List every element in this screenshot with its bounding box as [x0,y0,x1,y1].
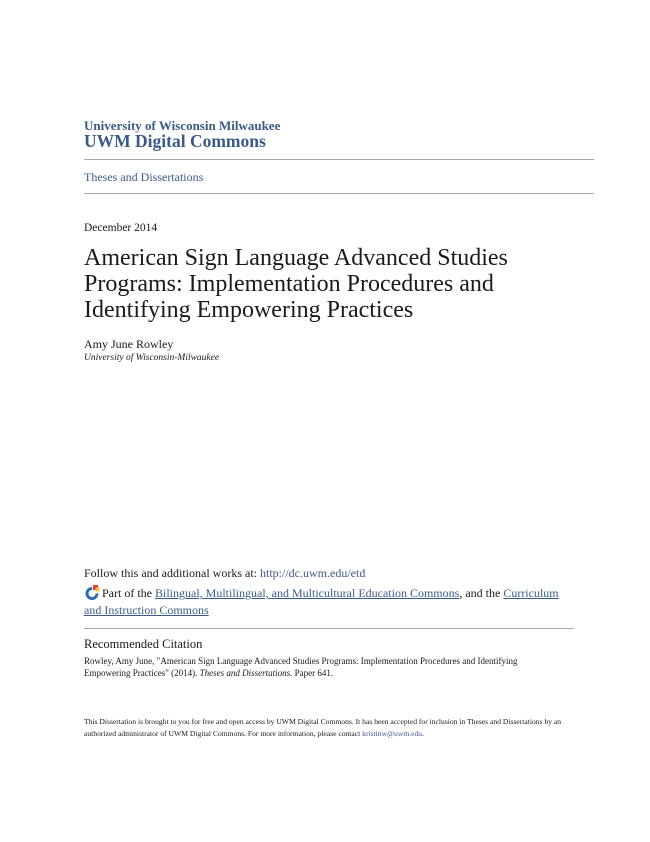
citation-text [84,655,564,679]
notice-end: . [422,729,425,738]
publication-date: December 2014 [84,222,158,234]
citation-end: . Paper 641. [290,668,334,678]
network-icon [84,584,100,600]
divider [84,159,594,160]
series-link[interactable]: Theses and Dissertations [84,170,204,184]
citation-heading: Recommended Citation [84,637,203,651]
part-of-line [84,584,564,619]
follow-label: Follow this and additional works at: [84,566,260,580]
divider [84,193,594,194]
author-name: Amy June Rowley [84,337,174,351]
author-affiliation: University of Wisconsin-Milwaukee [84,353,220,363]
university-name: University of Wisconsin Milwaukee [84,118,281,133]
repository-name: UWM Digital Commons [84,131,266,151]
access-notice [84,716,574,740]
contact-email-link[interactable]: kristinw@uwm.edu [362,729,423,738]
citation-series: Theses and Dissertations [199,668,291,678]
part-of-prefix: Part of the [102,586,155,600]
citation-main: Rowley, Amy June, "American Sign Language Advanced Studies Programs: Implementation Procedures and Identifying Empowering Practices" (2014). [84,656,518,678]
curriculum-commons-link[interactable]: Curriculum and Instruction Commons [84,586,559,617]
bilingual-commons-link[interactable]: Bilingual, Multilingual, and Multicultural Education Commons [155,586,460,600]
repository-url-link[interactable]: http://dc.uwm.edu/etd [260,566,366,580]
notice-text: This Dissertation is brought to you for free and open access by UWM Digital Commons. It has been accepted for inclusion in Theses and Dissertations by an authorized administrator of UWM Digital Commons. For more information, please contact [84,717,562,738]
part-of-middle: , and the [459,586,504,600]
divider [84,628,574,629]
document-title: American Sign Language Advanced Studies Programs: Implementation Procedures and Identifying Empowering Practices [84,245,508,323]
follow-line [84,566,365,581]
